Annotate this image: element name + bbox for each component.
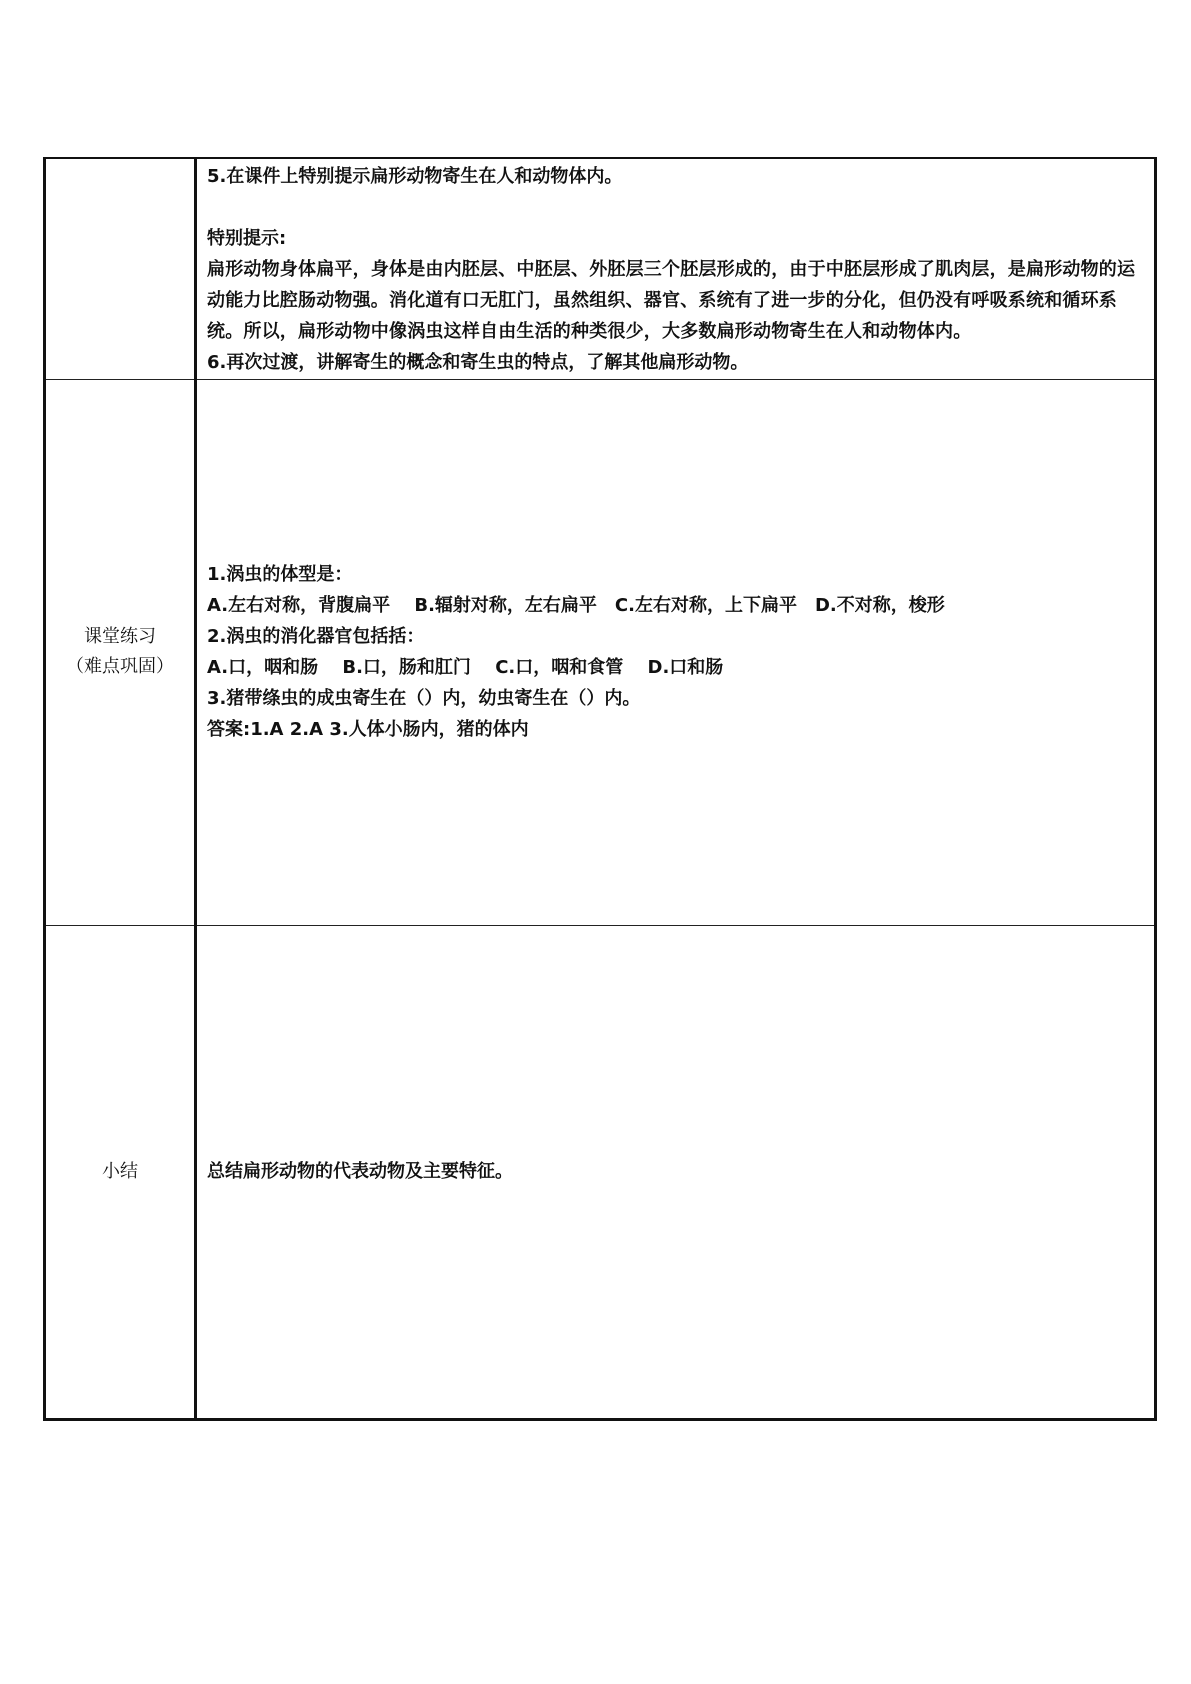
practice-content-cell [196, 379, 1156, 925]
summary-text: 总结扁形动物的代表动物及主要特征。 [207, 1161, 513, 1182]
practice-sublabel: （难点巩固） [66, 656, 174, 677]
special-note-heading: 特别提示: [207, 228, 287, 249]
row-label-summary: 小结 [45, 925, 196, 1419]
row-label-empty [45, 158, 196, 379]
blank-line [207, 192, 1142, 223]
lesson-plan-table [43, 157, 1157, 1421]
summary-content-cell [196, 925, 1156, 1419]
teaching-process-cell [196, 158, 1156, 379]
table-row [45, 379, 1156, 925]
question-1-options: A.左右对称，背腹扁平 B.辐射对称，左右扁平 C.左右对称，上下扁平 D.不对称，梭形 [207, 595, 945, 616]
row-label-practice [45, 379, 196, 925]
practice-label: 课堂练习 [84, 626, 156, 647]
question-1: 1.涡虫的体型是： [207, 564, 353, 585]
table-row [45, 925, 1156, 1419]
question-2-options: A.口，咽和肠 B.口，肠和肛门 C.口，咽和食管 D.口和肠 [207, 657, 724, 678]
question-2: 2.涡虫的消化器官包括括： [207, 626, 425, 647]
step-5-text: 5.在课件上特别提示扁形动物寄生在人和动物体内。 [207, 166, 623, 187]
answers: 答案:1.A 2.A 3.人体小肠内，猪的体内 [207, 719, 529, 740]
question-3: 3.猪带绦虫的成虫寄生在（）内，幼虫寄生在（）内。 [207, 688, 641, 709]
special-note-body: 扁形动物身体扁平，身体是由内胚层、中胚层、外胚层三个胚层形成的，由于中胚层形成了肌肉层，是扁形动物的运动能力比腔肠动物强。消化道有口无肛门，虽然组织、器官、系统有了进一步的分化，但仍没有呼吸系统和循环系统。所以，扁形动物中像涡虫这样自由生活的种类很少，大多数扁形动物寄生在人和动物体内。 [207, 259, 1136, 342]
step-6-text: 6.再次过渡，讲解寄生的概念和寄生虫的特点，了解其他扁形动物。 [207, 352, 749, 373]
table-row [45, 158, 1156, 379]
